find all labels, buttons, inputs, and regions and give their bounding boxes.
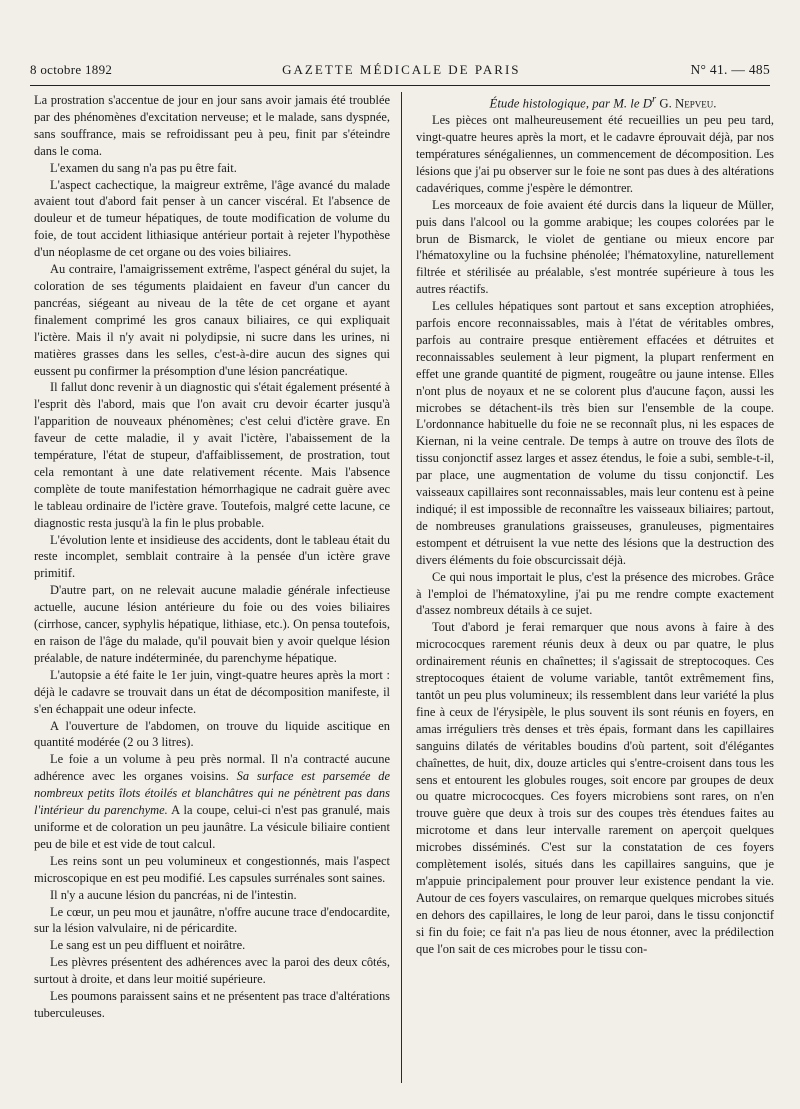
section-title	[416, 92, 774, 112]
paragraph: Le sang est un peu diffluent et noirâtre.	[50, 938, 246, 953]
page-number: N° 41. — 485	[690, 62, 770, 77]
page-header	[30, 62, 770, 84]
paragraph: D'autre part, on ne relevait aucune maladie générale infectieuse actuelle, aucune lésion antérieure du foie ou des voies biliaires (cirrhose, cancer, syphylis hépatique, lithiase, etc.). On pensa toutefois, en raison de l'âge du malade, qu'il pouvait bien y avoir quelque lésion préalable, de nature indéterminée, du parenchyme hépatique.	[34, 583, 390, 665]
left-column	[34, 92, 390, 1093]
section-title-author: G. Nepveu.	[659, 96, 717, 111]
paragraph: L'examen du sang n'a pas pu être fait.	[50, 160, 237, 175]
journal-title: GAZETTE MÉDICALE DE PARIS	[282, 62, 521, 77]
header-rule	[30, 85, 770, 86]
section-title-sup: r	[651, 94, 657, 105]
header-date: 8 octobre 1892	[30, 62, 113, 77]
right-column	[416, 92, 774, 1093]
column-divider	[401, 92, 402, 1083]
paragraph: Il n'y a aucune lésion du pancréas, ni de l'intestin.	[50, 887, 297, 902]
paragraph: L'aspect cachectique, la maigreur extrême, l'âge avancé du malade avaient tout d'abord fait penser à un cancer viscéral. Et l'absence de douleur et de tumeur hépatiques, de toute modification de volume du foie, de tout accident lithiasique antérieur portait à rejeter l'hypothèse d'un néoplasme de cet organe ou des voies biliaires.	[34, 177, 390, 260]
paragraph-part: A la coupe, celui-ci n'est pas granulé, mais uniforme et de coloration un peu jaunâtre. La vésicule biliaire contient peu de bile et est vide de tout calcul.	[34, 803, 390, 851]
paragraph: Les poumons paraissent sains et ne présentent pas trace d'altérations tuberculeuses.	[34, 989, 390, 1020]
paragraph: La prostration s'accentue de jour en jour sans avoir jamais été troublée par des phénomènes d'excitation nerveuse; et le malade, sans dyspnée, sans souffrance, mais se refroidissant peu à peu, finit par s'éteindre dans le coma.	[34, 93, 390, 158]
paragraph-part: Le foie a un volume à peu près normal. Il n'a contracté aucune adhérence avec les organes voisins.	[34, 752, 390, 784]
paragraph: Les cellules hépatiques sont partout et sans exception atrophiées, parfois encore reconnaissables, mais à l'état de véritables ombres, parfois au contraire presque entièrement effacées et détruites et reconnaissables seulement à leur pigment, la plupart renferment en effet une grande quantité de pigment, rougeâtre ou jaune intense. Elles n'ont plus de noyaux et ne se colorent plus d'aucune façon, aussi les microbes se détachent-ils très bien sur l'ensemble de la coupe. L'ordonnance habituelle du foie ne se reconnaît plus, ni les espaces de Kiernan, ni la veine centrale. De temps à autre on trouve des îlots de tissu conjonctif assez larges et assez étendus, le foie a subi, semble-t-il, par place, une augmentation de volume du tissu conjonctif. Les vaisseaux capillaires sont reconnaissables, mais leur contenu est à peine indiqué; il est impossible de reconnaître les vaisseaux biliaires; partout, de nombreuses granulations graisseuses, granuleuses, pigmentaires estompent et détruisent la vue nette des lésions que la destruction des divers éléments du foie obscurcissait déjà.	[416, 299, 774, 567]
paragraph: Ce qui nous importait le plus, c'est la présence des microbes. Grâce à l'emploi de l'hématoxyline, j'ai pu me rendre compte exactement d'assez nombreux détails à ce sujet.	[416, 569, 774, 618]
paragraph-liver	[34, 751, 390, 852]
paragraph: A l'ouverture de l'abdomen, on trouve du liquide ascitique en quantité modérée (2 ou 3 litres).	[34, 718, 390, 750]
paragraph: Les morceaux de foie avaient été durcis dans la liqueur de Müller, puis dans l'alcool ou la gomme arabique; les coupes colorées par le brun de Bismarck, le violet de gentiane ou mieux encore par l'hématoxyline ou la fuchsine phénolée; l'hématoxyline, naturellement filtrée et stérilisée au préalable, s'est montrée supérieure à tous les autres réactifs.	[416, 197, 774, 297]
paragraph: L'autopsie a été faite le 1er juin, vingt-quatre heures après la mort : déjà le cadavre se trouvait dans un état de décomposition manifeste, il s'en échappait une odeur infecte.	[34, 667, 390, 716]
paragraph: L'évolution lente et insidieuse des accidents, dont le tableau était du reste incomplet, semblait contraire à la pensée d'un ictère grave primitif.	[34, 532, 390, 581]
paragraph: Les reins sont un peu volumineux et congestionnés, mais l'aspect microscopique en est peu modifié. Les capsules surrénales sont saines.	[34, 853, 390, 885]
paragraph: Le cœur, un peu mou et jaunâtre, n'offre aucune trace d'endocardite, sur la lésion valvulaire, ni de péricardite.	[34, 904, 390, 936]
paragraph: Au contraire, l'amaigrissement extrême, l'aspect général du sujet, la coloration de ses téguments plaidaient en faveur d'un cancer du pancréas, siégeant au niveau de la tête de cet organe et ayant finalement comprimé les gros canaux biliaires, ce qui expliquait l'ictère. Mais il n'y avait ni polydipsie, ni sucre dans les urines, ni matières grasses dans les selles, c'est-à-dire aucun des signes qui eussent pu confirmer la présomption d'une lésion pancréatique.	[34, 262, 390, 378]
paragraph: Les pièces ont malheureusement été recueillies un peu peu tard, vingt-quatre heures après la mort, et le cadavre éprouvait déjà, par nos températures sénégaliennes, un commencement de décomposition. Les lésions que j'ai pu observer sur le foie ne sont pas dues à des altérations cadavériques, comme j'espère le démontrer.	[416, 113, 774, 195]
section-title-text: Étude histologique, par M. le D	[489, 96, 652, 111]
paragraph: Tout d'abord je ferai remarquer que nous avons à faire à des micrococques rarement réunis deux à deux ou par quatre, le plus ordinairement réunis en chaînettes; il s'agissait de streptocoques. Ces streptocoques étaient de volume variable, tantôt extrêmement fins, tantôt un peu plus volumineux; ils ressemblent dans leur variété la plus fine à ceux de l'érysipèle, le plus souvent ils sont réunis en foyers, en amas irréguliers très denses et très épais, formant dans les capillaires sanguins dilatés de véritables boudins d'où partent, soit d'élégantes chaînettes, de huit, dix, douze articles qui s'entre-croisent dans tous les sens et entourent les globules rouges, soit encore par groupes de deux ou quatre micrococques. Ces foyers microbiens sont rares, on n'en trouve guère que deux à trois sur des coupes très étendues faites au microtome et dans leur intervalle rarement on aperçoit quelques microbes disséminés. C'est sur la constatation de ces foyers complètement isolés, situés dans les capillaires sanguins, que je m'appuie principalement pour prouver leur existence pendant la vie. Autour de ces foyers vasculaires, on remarque quelques microbes situés en dehors des capillaires, le long de leur paroi, dans le tissu conjonctif si fin du foie; ce fait n'a pas lieu de nous étonner, avec la prédilection que l'on sait de ces microbes pour le tissu con-	[416, 620, 774, 956]
paragraph: Il fallut donc revenir à un diagnostic qui s'était également présenté à l'esprit dès l'abord, mais que l'on avait cru devoir écarter jusqu'à l'apparition de nouveaux phénomènes; c'est celui d'ictère grave. En faveur de cette maladie, il y avait l'ictère, l'abaissement de la température, l'état de stupeur, d'affaiblissement, de prostration, tout cela remontant à une date relativement récente. Mais l'absence complète de toute manifestation hémorrhagique ne cadrait guère avec le tableau ordinaire de l'ictère grave. Toutefois, malgré cette lacune, ce diagnostic resta jusqu'à la fin le plus probable.	[34, 380, 390, 530]
paragraph-italic-part: Sa surface est parsemée de nombreux petits îlots étoilés et blanchâtres qui ne pénètrent pas dans l'intérieur du parenchyme.	[34, 769, 390, 818]
paragraph: Les plèvres présentent des adhérences avec la paroi des deux côtés, surtout à droite, et dans leur moitié supérieure.	[34, 955, 390, 987]
